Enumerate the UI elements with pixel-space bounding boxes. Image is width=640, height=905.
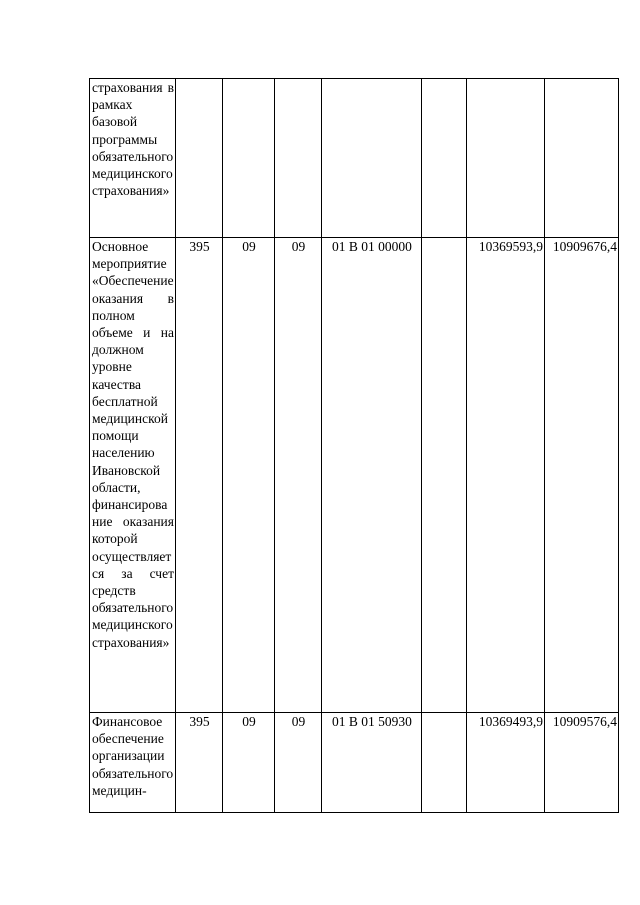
amount-year1-cell: 10369493,9: [467, 713, 545, 813]
amount-year1-cell: 10369593,9: [467, 238, 545, 713]
table-row: [90, 713, 619, 813]
grbs-cell: 395: [176, 238, 223, 713]
row-name-cell: Основное мероприятие «Обеспечение оказания в полном объеме и на должном уровне качества бесплатной медицинской помощи населению Ивановской области, финансирование оказания которой осуществляется за счет средств обязательного медицинского страхования»: [90, 238, 176, 713]
row-name-cell: страхования в рамках базовой программы обязательного медицинского страхования»: [90, 79, 176, 238]
expense-type-cell: [422, 79, 467, 238]
expense-type-cell: [422, 238, 467, 713]
target-article-cell: 01 В 01 50930: [322, 713, 422, 813]
subsection-cell: [275, 79, 322, 238]
table-row: [90, 79, 619, 238]
amount-year2-cell: [545, 79, 619, 238]
subsection-cell: 09: [275, 238, 322, 713]
grbs-cell: [176, 79, 223, 238]
section-cell: [223, 79, 275, 238]
section-cell: 09: [223, 713, 275, 813]
budget-table: [89, 78, 619, 813]
amount-year2-cell: 10909576,4: [545, 713, 619, 813]
target-article-cell: 01 В 01 00000: [322, 238, 422, 713]
amount-year2-cell: 10909676,4: [545, 238, 619, 713]
row-name-cell: Финансовое обеспечение организации обязательного медицин-: [90, 713, 176, 813]
expense-type-cell: [422, 713, 467, 813]
grbs-cell: 395: [176, 713, 223, 813]
amount-year1-cell: [467, 79, 545, 238]
section-cell: 09: [223, 238, 275, 713]
table-row: [90, 238, 619, 713]
subsection-cell: 09: [275, 713, 322, 813]
target-article-cell: [322, 79, 422, 238]
